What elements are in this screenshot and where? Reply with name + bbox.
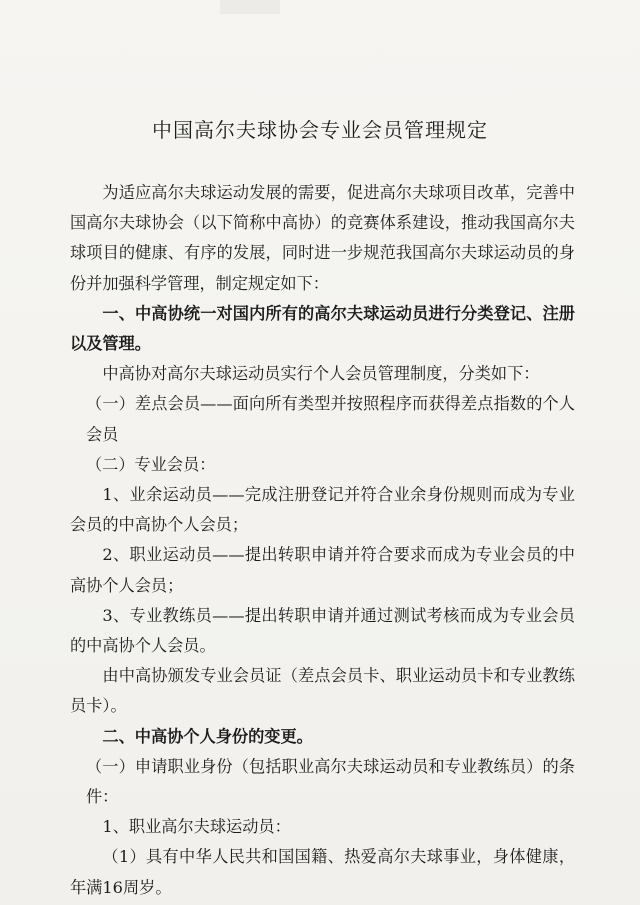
section-one-heading: 一、中高协统一对国内所有的高尔夫球运动员进行分类登记、注册以及管理。 <box>70 303 575 354</box>
document-body <box>70 178 575 903</box>
pro-athlete-item: 2、职业运动员——提出转职申请并符合要求而成为专业会员的中高协个人会员； <box>70 545 575 595</box>
classification-paragraph: 中高协对高尔夫球运动员实行个人会员管理制度，分类如下： <box>102 364 540 384</box>
pro-status-conditions: （一）申请职业身份（包括职业高尔夫球运动员和专业教练员）的条件： <box>86 756 575 807</box>
coach-item: 3、专业教练员——提出转职申请并通过测试考核而成为专业会员的中高协个人会员。 <box>70 605 575 656</box>
paper-fold-mark <box>220 0 280 14</box>
section-two-heading: 二、中高协个人身份的变更。 <box>102 726 313 746</box>
handicap-member-item: （一）差点会员——面向所有类型并按照程序而获得差点指数的个人会员 <box>86 394 575 444</box>
condition-one: （1）具有中华人民共和国国籍、热爱高尔夫球事业，身体健康，年满16周岁。 <box>70 847 575 897</box>
professional-member-item: （二）专业会员： <box>86 454 216 474</box>
certificate-paragraph: 由中高协颁发专业会员证（差点会员卡、职业运动员卡和专业教练员卡）。 <box>70 666 575 716</box>
pro-golfer-subheading: 1、职业高尔夫球运动员： <box>102 817 291 837</box>
amateur-athlete-item: 1、业余运动员——完成注册登记并符合业余身份规则而成为专业会员的中高协个人会员； <box>70 485 575 535</box>
document-title: 中国高尔夫球协会专业会员管理规定 <box>152 118 488 142</box>
intro-paragraph: 为适应高尔夫球运动发展的需要，促进高尔夫球项目改革，完善中国高尔夫球协会（以下简称中高协）的竞赛体系建设，推动我国高尔夫球项目的健康、有序的发展，同时进一步规范我国高尔夫球运动员的身份并加强科学管理，制定规定如下： <box>70 183 575 293</box>
